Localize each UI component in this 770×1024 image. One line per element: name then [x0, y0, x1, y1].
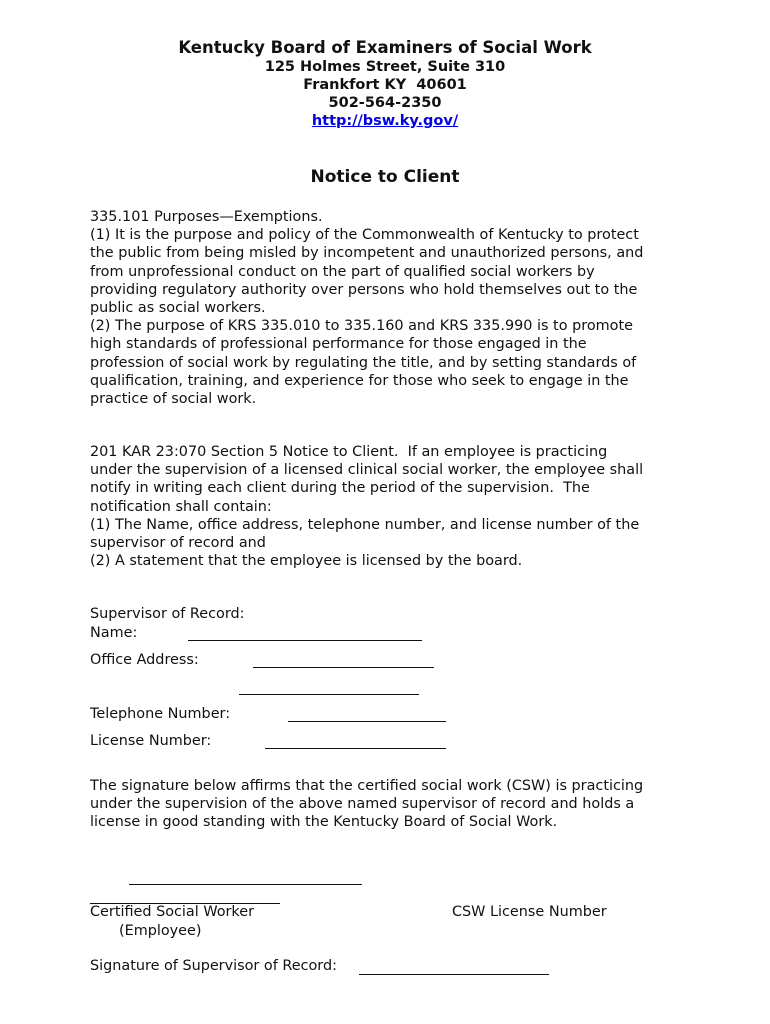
- regulation-line: supervisor of record and: [90, 535, 266, 552]
- csw-license-label: CSW License Number: [452, 904, 607, 920]
- supervisor-section-label: Supervisor of Record:: [90, 606, 245, 622]
- statute-line: practice of social work.: [90, 391, 257, 408]
- employee-label: (Employee): [119, 923, 202, 939]
- statute-line: profession of social work by regulating the title, and by setting standards of: [90, 354, 637, 371]
- name-field[interactable]: [188, 640, 422, 641]
- office-address-label: Office Address:: [90, 652, 199, 668]
- affirmation-line: The signature below affirms that the certified social work (CSW) is practicing: [90, 778, 644, 794]
- page-title: Notice to Client: [310, 167, 460, 187]
- street-address: 125 Holmes Street, Suite 310: [264, 59, 506, 75]
- statute-line: providing regulatory authority over persons who hold themselves out to the: [90, 281, 638, 298]
- regulation-line: under the supervision of a licensed clinical social worker, the employee shall: [90, 462, 644, 479]
- regulation-line: notification shall contain:: [90, 498, 272, 515]
- regulation-paragraph: [90, 443, 690, 570]
- statute-line: the public from being misled by incompetent and unauthorized persons, and: [90, 245, 644, 262]
- statute-line: 335.101 Purposes—Exemptions.: [90, 209, 323, 225]
- supervisor-signature-field[interactable]: [359, 974, 549, 975]
- statute-line: (1) It is the purpose and policy of the Commonwealth of Kentucky to protect: [90, 227, 639, 244]
- letterhead: [0, 38, 770, 130]
- office-address-field[interactable]: [253, 667, 434, 668]
- affirmation-paragraph: [90, 777, 690, 832]
- city-state-zip: Frankfort KY 40601: [303, 77, 467, 93]
- phone-number: 502-564-2350: [328, 95, 442, 111]
- website-link[interactable]: http://bsw.ky.gov/: [311, 113, 459, 129]
- telephone-label: Telephone Number:: [90, 706, 231, 722]
- supervisor-signature-label: Signature of Supervisor of Record:: [90, 958, 337, 974]
- statute-line: qualification, training, and experience for those who seek to engage in the: [90, 372, 629, 389]
- office-address-field-line2[interactable]: [239, 694, 419, 695]
- statute-line: from unprofessional conduct on the part of qualified social workers by: [90, 263, 595, 280]
- regulation-line: (2) A statement that the employee is licensed by the board.: [90, 553, 523, 570]
- license-number-field[interactable]: [265, 748, 446, 749]
- license-number-label: License Number:: [90, 733, 212, 749]
- affirmation-line: under the supervision of the above named supervisor of record and holds a: [90, 796, 635, 813]
- csw-license-number-field[interactable]: [129, 884, 362, 885]
- org-name: Kentucky Board of Examiners of Social Work: [178, 38, 592, 57]
- csw-label: Certified Social Worker: [90, 904, 255, 920]
- telephone-field[interactable]: [288, 721, 446, 722]
- regulation-line: notify in writing each client during the period of the supervision. The: [90, 480, 590, 497]
- statute-line: (2) The purpose of KRS 335.010 to 335.160 and KRS 335.990 is to promote: [90, 318, 633, 335]
- regulation-line: 201 KAR 23:070 Section 5 Notice to Client. If an employee is practicing: [90, 444, 608, 460]
- statute-line: public as social workers.: [90, 300, 266, 317]
- name-label: Name:: [90, 625, 138, 641]
- statute-paragraph: [90, 208, 690, 408]
- statute-line: high standards of professional performance for those engaged in the: [90, 336, 587, 353]
- regulation-line: (1) The Name, office address, telephone number, and license number of the: [90, 516, 640, 533]
- affirmation-line: license in good standing with the Kentucky Board of Social Work.: [90, 814, 558, 831]
